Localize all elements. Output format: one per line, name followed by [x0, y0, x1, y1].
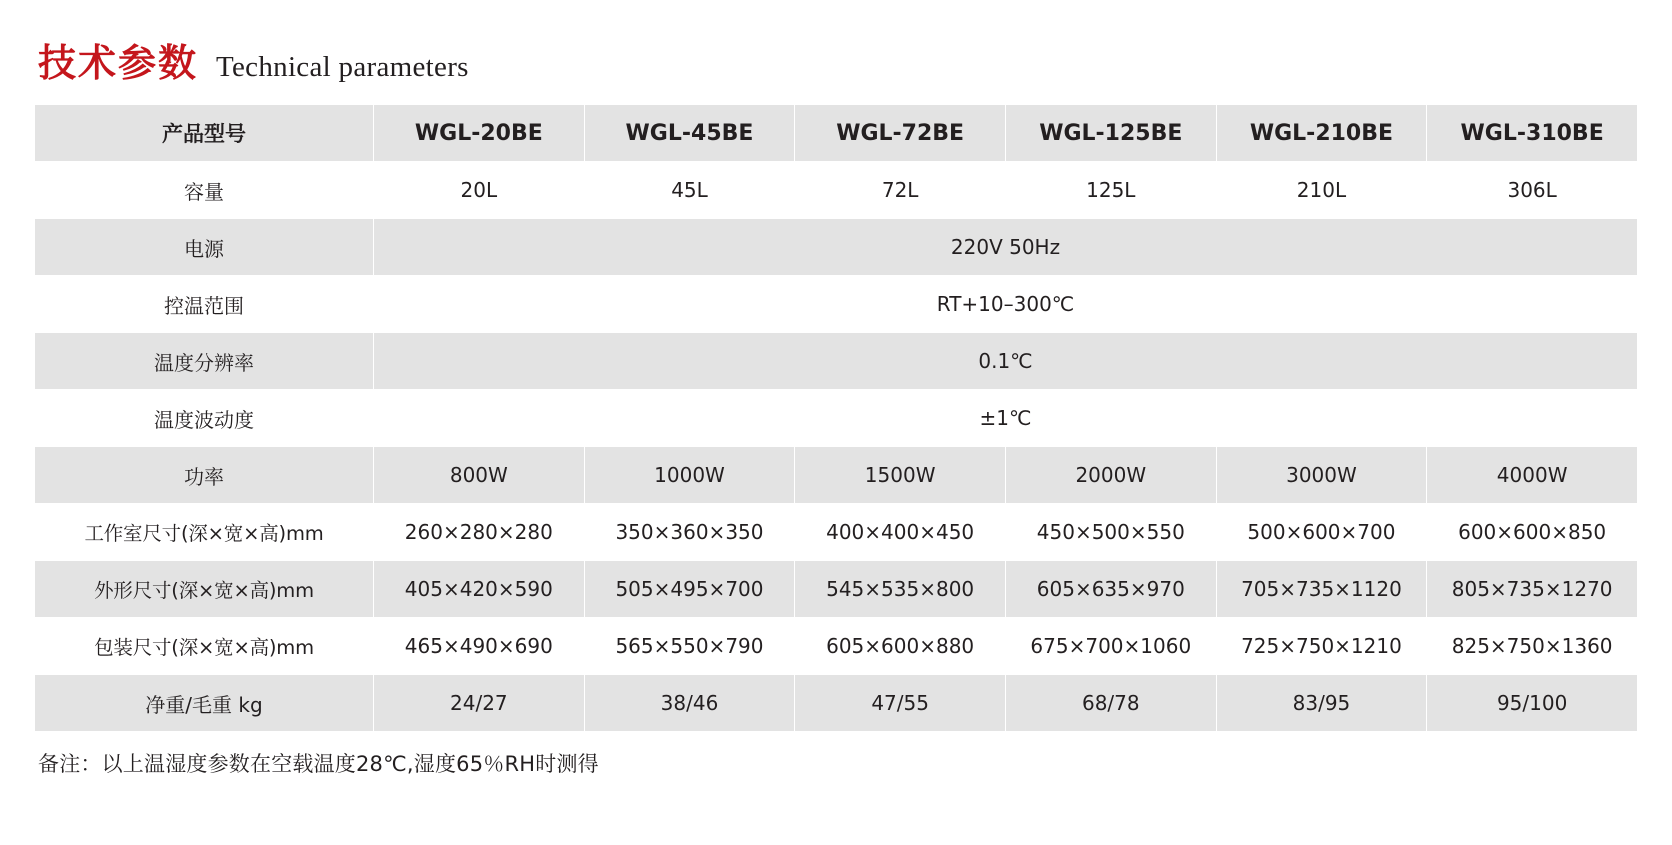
cell-power-6: 4000W: [1427, 447, 1638, 504]
row-label-chamber-size: 工作室尺寸(深×宽×高)mm: [35, 504, 374, 561]
table-row: [35, 219, 1638, 276]
row-label-temp-fluctuation: 温度波动度: [35, 390, 374, 447]
cell-capacity-5: 210L: [1216, 162, 1427, 219]
table-header-row: [35, 105, 1638, 162]
cell-overall-size-3: 545×535×800: [795, 561, 1006, 618]
cell-power-3: 1500W: [795, 447, 1006, 504]
table-row: [35, 162, 1638, 219]
cell-weight-5: 83/95: [1216, 675, 1427, 732]
table-row: [35, 333, 1638, 390]
cell-power-supply-merged: 220V 50Hz: [374, 219, 1638, 276]
table-row: [35, 618, 1638, 675]
row-label-net-gross-weight: 净重/毛重 kg: [35, 675, 374, 732]
cell-chamber-size-2: 350×360×350: [584, 504, 795, 561]
cell-package-size-3: 605×600×880: [795, 618, 1006, 675]
cell-overall-size-2: 505×495×700: [584, 561, 795, 618]
cell-package-size-2: 565×550×790: [584, 618, 795, 675]
cell-power-5: 3000W: [1216, 447, 1427, 504]
column-header-wgl20be: WGL-20BE: [374, 105, 585, 162]
cell-package-size-1: 465×490×690: [374, 618, 585, 675]
cell-overall-size-1: 405×420×590: [374, 561, 585, 618]
row-label-temp-range: 控温范围: [35, 276, 374, 333]
row-label-package-size: 包装尺寸(深×宽×高)mm: [35, 618, 374, 675]
cell-capacity-2: 45L: [584, 162, 795, 219]
cell-power-1: 800W: [374, 447, 585, 504]
cell-chamber-size-4: 450×500×550: [1005, 504, 1216, 561]
table-row: [35, 561, 1638, 618]
row-label-temp-resolution: 温度分辨率: [35, 333, 374, 390]
column-header-wgl310be: WGL-310BE: [1427, 105, 1638, 162]
table-row: [35, 390, 1638, 447]
row-label-overall-size: 外形尺寸(深×宽×高)mm: [35, 561, 374, 618]
cell-overall-size-4: 605×635×970: [1005, 561, 1216, 618]
cell-package-size-5: 725×750×1210: [1216, 618, 1427, 675]
cell-overall-size-5: 705×735×1120: [1216, 561, 1427, 618]
column-header-wgl210be: WGL-210BE: [1216, 105, 1427, 162]
column-header-wgl125be: WGL-125BE: [1005, 105, 1216, 162]
cell-chamber-size-6: 600×600×850: [1427, 504, 1638, 561]
cell-power-4: 2000W: [1005, 447, 1216, 504]
row-label-power-supply: 电源: [35, 219, 374, 276]
table-row: [35, 504, 1638, 561]
column-header-model-label: 产品型号: [35, 105, 374, 162]
row-label-power: 功率: [35, 447, 374, 504]
cell-weight-6: 95/100: [1427, 675, 1638, 732]
cell-temp-fluctuation-merged: ±1℃: [374, 390, 1638, 447]
table-row: [35, 276, 1638, 333]
cell-weight-4: 68/78: [1005, 675, 1216, 732]
cell-weight-1: 24/27: [374, 675, 585, 732]
cell-overall-size-6: 805×735×1270: [1427, 561, 1638, 618]
table-footnote: 备注：以上温湿度参数在空载温度28℃,湿度65％RH时测得: [38, 752, 599, 776]
cell-chamber-size-5: 500×600×700: [1216, 504, 1427, 561]
row-label-capacity: 容量: [35, 162, 374, 219]
table-row: [35, 675, 1638, 732]
cell-package-size-6: 825×750×1360: [1427, 618, 1638, 675]
cell-temp-range-merged: RT+10–300℃: [374, 276, 1638, 333]
table-row: [35, 447, 1638, 504]
cell-capacity-6: 306L: [1427, 162, 1638, 219]
technical-parameters-table: [34, 104, 1638, 732]
cell-capacity-4: 125L: [1005, 162, 1216, 219]
cell-capacity-3: 72L: [795, 162, 1006, 219]
column-header-wgl72be: WGL-72BE: [795, 105, 1006, 162]
cell-temp-resolution-merged: 0.1℃: [374, 333, 1638, 390]
column-header-wgl45be: WGL-45BE: [584, 105, 795, 162]
cell-chamber-size-1: 260×280×280: [374, 504, 585, 561]
page-title-en: Technical parameters: [216, 51, 469, 83]
cell-weight-2: 38/46: [584, 675, 795, 732]
cell-weight-3: 47/55: [795, 675, 1006, 732]
cell-chamber-size-3: 400×400×450: [795, 504, 1006, 561]
page-title-cn: 技术参数: [38, 41, 199, 85]
page-title: [38, 41, 1638, 85]
cell-power-2: 1000W: [584, 447, 795, 504]
cell-capacity-1: 20L: [374, 162, 585, 219]
cell-package-size-4: 675×700×1060: [1005, 618, 1216, 675]
